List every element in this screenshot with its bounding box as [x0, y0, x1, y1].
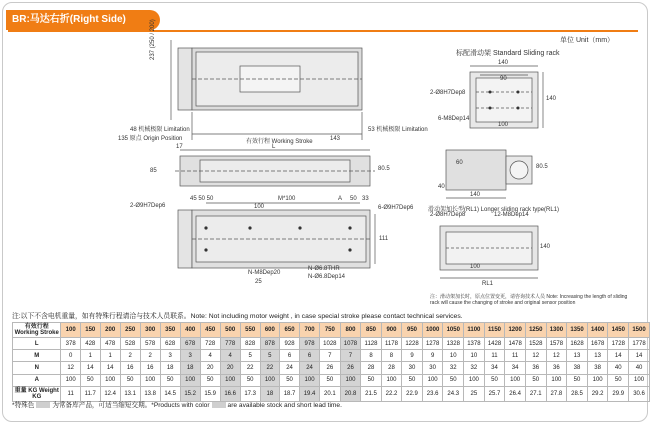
table-cell: 50: [525, 374, 546, 386]
long-rack-title: 滑动架加长型(RL1) Longer sliding rack type(RL1): [428, 207, 560, 213]
table-cell: 27.8: [546, 386, 567, 401]
unit-label: 单位 Unit（mm）: [560, 37, 615, 44]
table-cell: 1778: [629, 338, 650, 350]
table-cell: 550: [240, 323, 260, 338]
table-cell: 24: [300, 362, 320, 374]
limit-label-right: 53 机械极限 Limitation: [368, 127, 428, 133]
table-cell: 11: [505, 350, 526, 362]
table-cell: 150: [80, 323, 100, 338]
table-cell: 24: [280, 362, 300, 374]
footer-swatch-1: [36, 402, 50, 408]
table-cell: 20.8: [340, 386, 361, 401]
table-cell: 22: [240, 362, 260, 374]
long-140-label: 140: [540, 244, 551, 250]
table-cell: 1678: [587, 338, 608, 350]
table-cell: 15.2: [180, 386, 200, 401]
table-cell: 828: [240, 338, 260, 350]
row-label: N: [13, 362, 61, 374]
table-cell: 1178: [381, 338, 401, 350]
table-cell: 13: [587, 350, 608, 362]
end-view-body: [446, 150, 506, 190]
table-cell: 1200: [505, 323, 526, 338]
dim-A: A: [338, 196, 343, 202]
table-cell: 0: [61, 350, 80, 362]
table-row: [13, 323, 650, 338]
table-cell: 100: [61, 374, 80, 386]
rack-dim-140-label: 140: [498, 60, 509, 66]
table-cell: 100: [464, 374, 485, 386]
dim-N-phi2: N-Ø6.8Dep14: [308, 274, 346, 280]
table-cell: 13: [567, 350, 588, 362]
table-cell: 1350: [567, 323, 588, 338]
table-cell: 8: [381, 350, 401, 362]
row-label: M: [13, 350, 61, 362]
table-cell: 13.8: [140, 386, 160, 401]
table-cell: 100: [260, 374, 279, 386]
table-cell: 14: [80, 362, 100, 374]
table-cell: 30.6: [629, 386, 650, 401]
table-cell: 428: [80, 338, 100, 350]
table-row: [13, 374, 650, 386]
table-cell: 20: [200, 362, 220, 374]
table-cell: 50: [567, 374, 588, 386]
rack-dim-90-label: 90: [500, 76, 507, 82]
table-cell: 50: [484, 374, 505, 386]
rack-2phi-label: 2-Ø8H7Dep8: [430, 90, 466, 96]
rack-40-label: 40: [438, 184, 445, 190]
table-cell: 50: [608, 374, 629, 386]
table-cell: 26: [320, 362, 341, 374]
table-cell: 22.2: [381, 386, 401, 401]
table-cell: 7: [320, 350, 341, 362]
table-cell: 50: [240, 374, 260, 386]
table-cell: 100: [422, 374, 443, 386]
origin-label: 135 原点 Origin Position: [118, 136, 183, 142]
table-cell: 50: [320, 374, 341, 386]
table-cell: 1578: [546, 338, 567, 350]
long-RL1-label: RL1: [482, 281, 494, 287]
table-cell: 1228: [402, 338, 423, 350]
table-cell: 18: [160, 362, 180, 374]
table-cell: 23.6: [422, 386, 443, 401]
table-cell: 12: [546, 350, 567, 362]
table-cell: 778: [220, 338, 240, 350]
table-cell: 22: [260, 362, 279, 374]
table-cell: 12: [525, 350, 546, 362]
table-cell: 14: [100, 362, 120, 374]
table-cell: 15.9: [200, 386, 220, 401]
rack-hole-2: [517, 91, 520, 94]
hole-6: [348, 248, 351, 251]
table-cell: 9: [402, 350, 423, 362]
table-cell: 678: [180, 338, 200, 350]
table-cell: 1050: [443, 323, 464, 338]
dim-45-50-50: 45 50 50: [190, 196, 214, 202]
table-cell: 1300: [546, 323, 567, 338]
dim-2-phi: 2-Ø9H7Dep6: [130, 203, 166, 209]
hole-3: [248, 226, 251, 229]
table-cell: 7: [340, 350, 361, 362]
table-cell: 1728: [608, 338, 629, 350]
table-cell: 11: [484, 350, 505, 362]
dim-M100: M*100: [278, 196, 296, 202]
rack-title: 标配滑动架 Standard Sliding rack: [456, 50, 560, 57]
table-cell: 250: [120, 323, 140, 338]
table-cell: 50: [160, 374, 180, 386]
table-cell: 25: [464, 386, 485, 401]
hole-1: [204, 226, 207, 229]
table-cell: 38: [567, 362, 588, 374]
footer-mid: 为常备库产品，可适当缩短交期。*Products with color: [52, 402, 210, 409]
table-cell: 100: [300, 374, 320, 386]
row-label: 重量 KG Weight KG: [13, 386, 61, 401]
dim-L: L: [272, 144, 276, 150]
table-cell: 14: [608, 350, 629, 362]
rack-100-label: 100: [498, 122, 509, 128]
table-cell: 14.5: [160, 386, 180, 401]
table-cell: 19.4: [300, 386, 320, 401]
table-cell: 950: [402, 323, 423, 338]
table-cell: 500: [220, 323, 240, 338]
table-cell: 528: [120, 338, 140, 350]
bottom-motor-block: [178, 210, 192, 268]
table-cell: 900: [381, 323, 401, 338]
table-cell: 50: [402, 374, 423, 386]
table-cell: 700: [300, 323, 320, 338]
table-cell: 11.7: [80, 386, 100, 401]
table-cell: 2: [140, 350, 160, 362]
bottom-body-inner: [196, 216, 366, 262]
table-cell: 16: [140, 362, 160, 374]
table-cell: 22.9: [402, 386, 423, 401]
table-cell: 32: [464, 362, 485, 374]
dim-80-5: 80.5: [378, 166, 390, 172]
table-cell: 25.7: [484, 386, 505, 401]
table-cell: 8: [361, 350, 381, 362]
table-cell: 20.1: [320, 386, 341, 401]
table-cell: 1478: [505, 338, 526, 350]
end-view-shaft: [510, 161, 528, 179]
dim-33: 33: [362, 196, 369, 202]
table-cell: 100: [546, 374, 567, 386]
table-cell: 100: [340, 374, 361, 386]
table-cell: 100: [140, 374, 160, 386]
table-cell: 200: [100, 323, 120, 338]
table-cell: 40: [629, 362, 650, 374]
table-cell: 36: [546, 362, 567, 374]
rack-60-label: 60: [456, 160, 463, 166]
table-cell: 40: [608, 362, 629, 374]
rack-top-inner: [476, 78, 532, 122]
footer-swatch-2: [212, 402, 226, 408]
table-cell: 878: [260, 338, 279, 350]
rack-140v-label: 140: [546, 96, 557, 102]
dim-17: 17: [176, 144, 183, 150]
table-cell: 17.3: [240, 386, 260, 401]
table-cell: 1628: [567, 338, 588, 350]
table-cell: 1328: [443, 338, 464, 350]
hole-5: [348, 226, 351, 229]
table-cell: 1428: [484, 338, 505, 350]
table-cell: 4: [220, 350, 240, 362]
table-cell: 100: [629, 374, 650, 386]
top-motor-block: [178, 48, 192, 110]
table-cell: 50: [361, 374, 381, 386]
table-cell: 400: [180, 323, 200, 338]
table-cell: 1100: [464, 323, 485, 338]
table-cell: 1378: [464, 338, 485, 350]
table-cell: 3: [180, 350, 200, 362]
table-cell: 750: [320, 323, 341, 338]
table-note: 注:以下不含电机重量，如有特殊行程请洽与技术人员联系。Note: Not including motor weight , in case special stroke please contact technical services.: [12, 313, 463, 320]
table-cell: 300: [140, 323, 160, 338]
table-cell: 50: [280, 374, 300, 386]
limit-label: 48 机械极限 Limitation: [130, 127, 190, 133]
table-cell: 450: [200, 323, 220, 338]
table-cell: 5: [240, 350, 260, 362]
table-cell: 850: [361, 323, 381, 338]
table-cell: 21.5: [361, 386, 381, 401]
table-cell: 6: [280, 350, 300, 362]
table-cell: 11: [61, 386, 80, 401]
table-cell: 16: [120, 362, 140, 374]
table-cell: 100: [220, 374, 240, 386]
table-cell: 12: [61, 362, 80, 374]
table-cell: 1500: [629, 323, 650, 338]
table-cell: 928: [280, 338, 300, 350]
footer-prefix: *特殊色: [12, 402, 35, 409]
table-cell: 728: [200, 338, 220, 350]
table-cell: 29.2: [587, 386, 608, 401]
table-cell: 34: [505, 362, 526, 374]
table-row: [13, 338, 650, 350]
table-cell: 30: [422, 362, 443, 374]
table-cell: 20: [220, 362, 240, 374]
row-label: A: [13, 374, 61, 386]
table-cell: 2: [120, 350, 140, 362]
table-cell: 350: [160, 323, 180, 338]
dim-50: 50: [350, 196, 357, 202]
table-cell: 100: [505, 374, 526, 386]
table-cell: 1278: [422, 338, 443, 350]
table-cell: 14: [629, 350, 650, 362]
table-cell: 100: [180, 374, 200, 386]
footer-note: [12, 399, 342, 409]
table-cell: 16.6: [220, 386, 240, 401]
table-cell: 1450: [608, 323, 629, 338]
table-cell: 10: [464, 350, 485, 362]
row-label: L: [13, 338, 61, 350]
table-cell: 1128: [361, 338, 381, 350]
table-cell: 34: [484, 362, 505, 374]
table-cell: 28: [361, 362, 381, 374]
table-cell: 1150: [484, 323, 505, 338]
long-2phi-label: 2-Ø8H7Dep8: [430, 212, 466, 218]
row-label: 有效行程 Working Stroke: [13, 323, 61, 338]
table-cell: 32: [443, 362, 464, 374]
table-cell: 50: [200, 374, 220, 386]
table-row: [13, 362, 650, 374]
table-cell: 30: [402, 362, 423, 374]
hole-4: [298, 226, 301, 229]
rack-6m8-label: 6-M8Dep14: [438, 116, 470, 122]
rack-hole-4: [517, 107, 520, 110]
table-cell: 1250: [525, 323, 546, 338]
dim-6-phi-right: 6-Ø9H7Dep6: [378, 205, 414, 211]
table-cell: 1: [100, 350, 120, 362]
table-cell: 1528: [525, 338, 546, 350]
table-row: [13, 350, 650, 362]
rack-hole-1: [489, 91, 492, 94]
table-cell: 12.4: [100, 386, 120, 401]
table-cell: 1000: [422, 323, 443, 338]
dim-85: 85: [150, 168, 157, 174]
table-cell: 28.5: [567, 386, 588, 401]
table-cell: 26.4: [505, 386, 526, 401]
table-cell: 28: [381, 362, 401, 374]
dim-25: 25: [255, 279, 262, 285]
table-cell: 6: [300, 350, 320, 362]
table-cell: 50: [120, 374, 140, 386]
table-cell: 18: [260, 386, 279, 401]
table-cell: 18: [180, 362, 200, 374]
long-100-label: 100: [470, 264, 481, 270]
table-cell: 100: [100, 374, 120, 386]
long-12m8-label: 12-M8Dep14: [494, 212, 529, 218]
table-cell: 1400: [587, 323, 608, 338]
table-cell: 26: [340, 362, 361, 374]
table-cell: 100: [61, 323, 80, 338]
footer-suffix: are available stock and short lead time.: [227, 402, 342, 409]
table-cell: 29.9: [608, 386, 629, 401]
rack-140b-label: 140: [470, 192, 481, 198]
rack-hole-3: [489, 107, 492, 110]
table-cell: 650: [280, 323, 300, 338]
table-cell: 13.1: [120, 386, 140, 401]
dim-N-phi: N-Ø6.8THR: [308, 266, 340, 272]
dim-100: 100: [254, 204, 265, 210]
table-cell: 378: [61, 338, 80, 350]
table-cell: 1028: [320, 338, 341, 350]
side-heights-label: 237 (250 / 200): [150, 19, 156, 60]
table-cell: 800: [340, 323, 361, 338]
table-cell: 50: [443, 374, 464, 386]
table-cell: 27.1: [525, 386, 546, 401]
working-stroke-label: 有效行程 Working Stroke: [246, 139, 313, 145]
table-cell: 600: [260, 323, 279, 338]
hole-2: [204, 248, 207, 251]
table-cell: 1078: [340, 338, 361, 350]
long-rack-note: 注：滑动架加长时，原点位置变更，请咨询技术人员 Note: Increasing the length of sliding rack will cause the changing of stroke and original sensor position: [430, 294, 628, 306]
table-cell: 578: [140, 338, 160, 350]
table-cell: 38: [587, 362, 608, 374]
dim-143: 143: [330, 136, 341, 142]
dim-111: 111: [379, 236, 389, 242]
table-cell: 978: [300, 338, 320, 350]
table-cell: 24.3: [443, 386, 464, 401]
dim-N-M8: N-M8Dep20: [248, 270, 281, 276]
table-cell: 478: [100, 338, 120, 350]
page-title: BR:马达右折(Right Side): [6, 10, 160, 30]
table-cell: 5: [260, 350, 279, 362]
table-cell: 18.7: [280, 386, 300, 401]
table-cell: 9: [422, 350, 443, 362]
table-cell: 1: [80, 350, 100, 362]
rack-80-5-label: 80.5: [536, 164, 548, 170]
table-cell: 100: [381, 374, 401, 386]
table-cell: 10: [443, 350, 464, 362]
table-cell: 36: [525, 362, 546, 374]
spec-table: [12, 322, 650, 402]
table-cell: 628: [160, 338, 180, 350]
table-cell: 50: [80, 374, 100, 386]
table-cell: 100: [587, 374, 608, 386]
table-cell: 4: [200, 350, 220, 362]
table-cell: 3: [160, 350, 180, 362]
